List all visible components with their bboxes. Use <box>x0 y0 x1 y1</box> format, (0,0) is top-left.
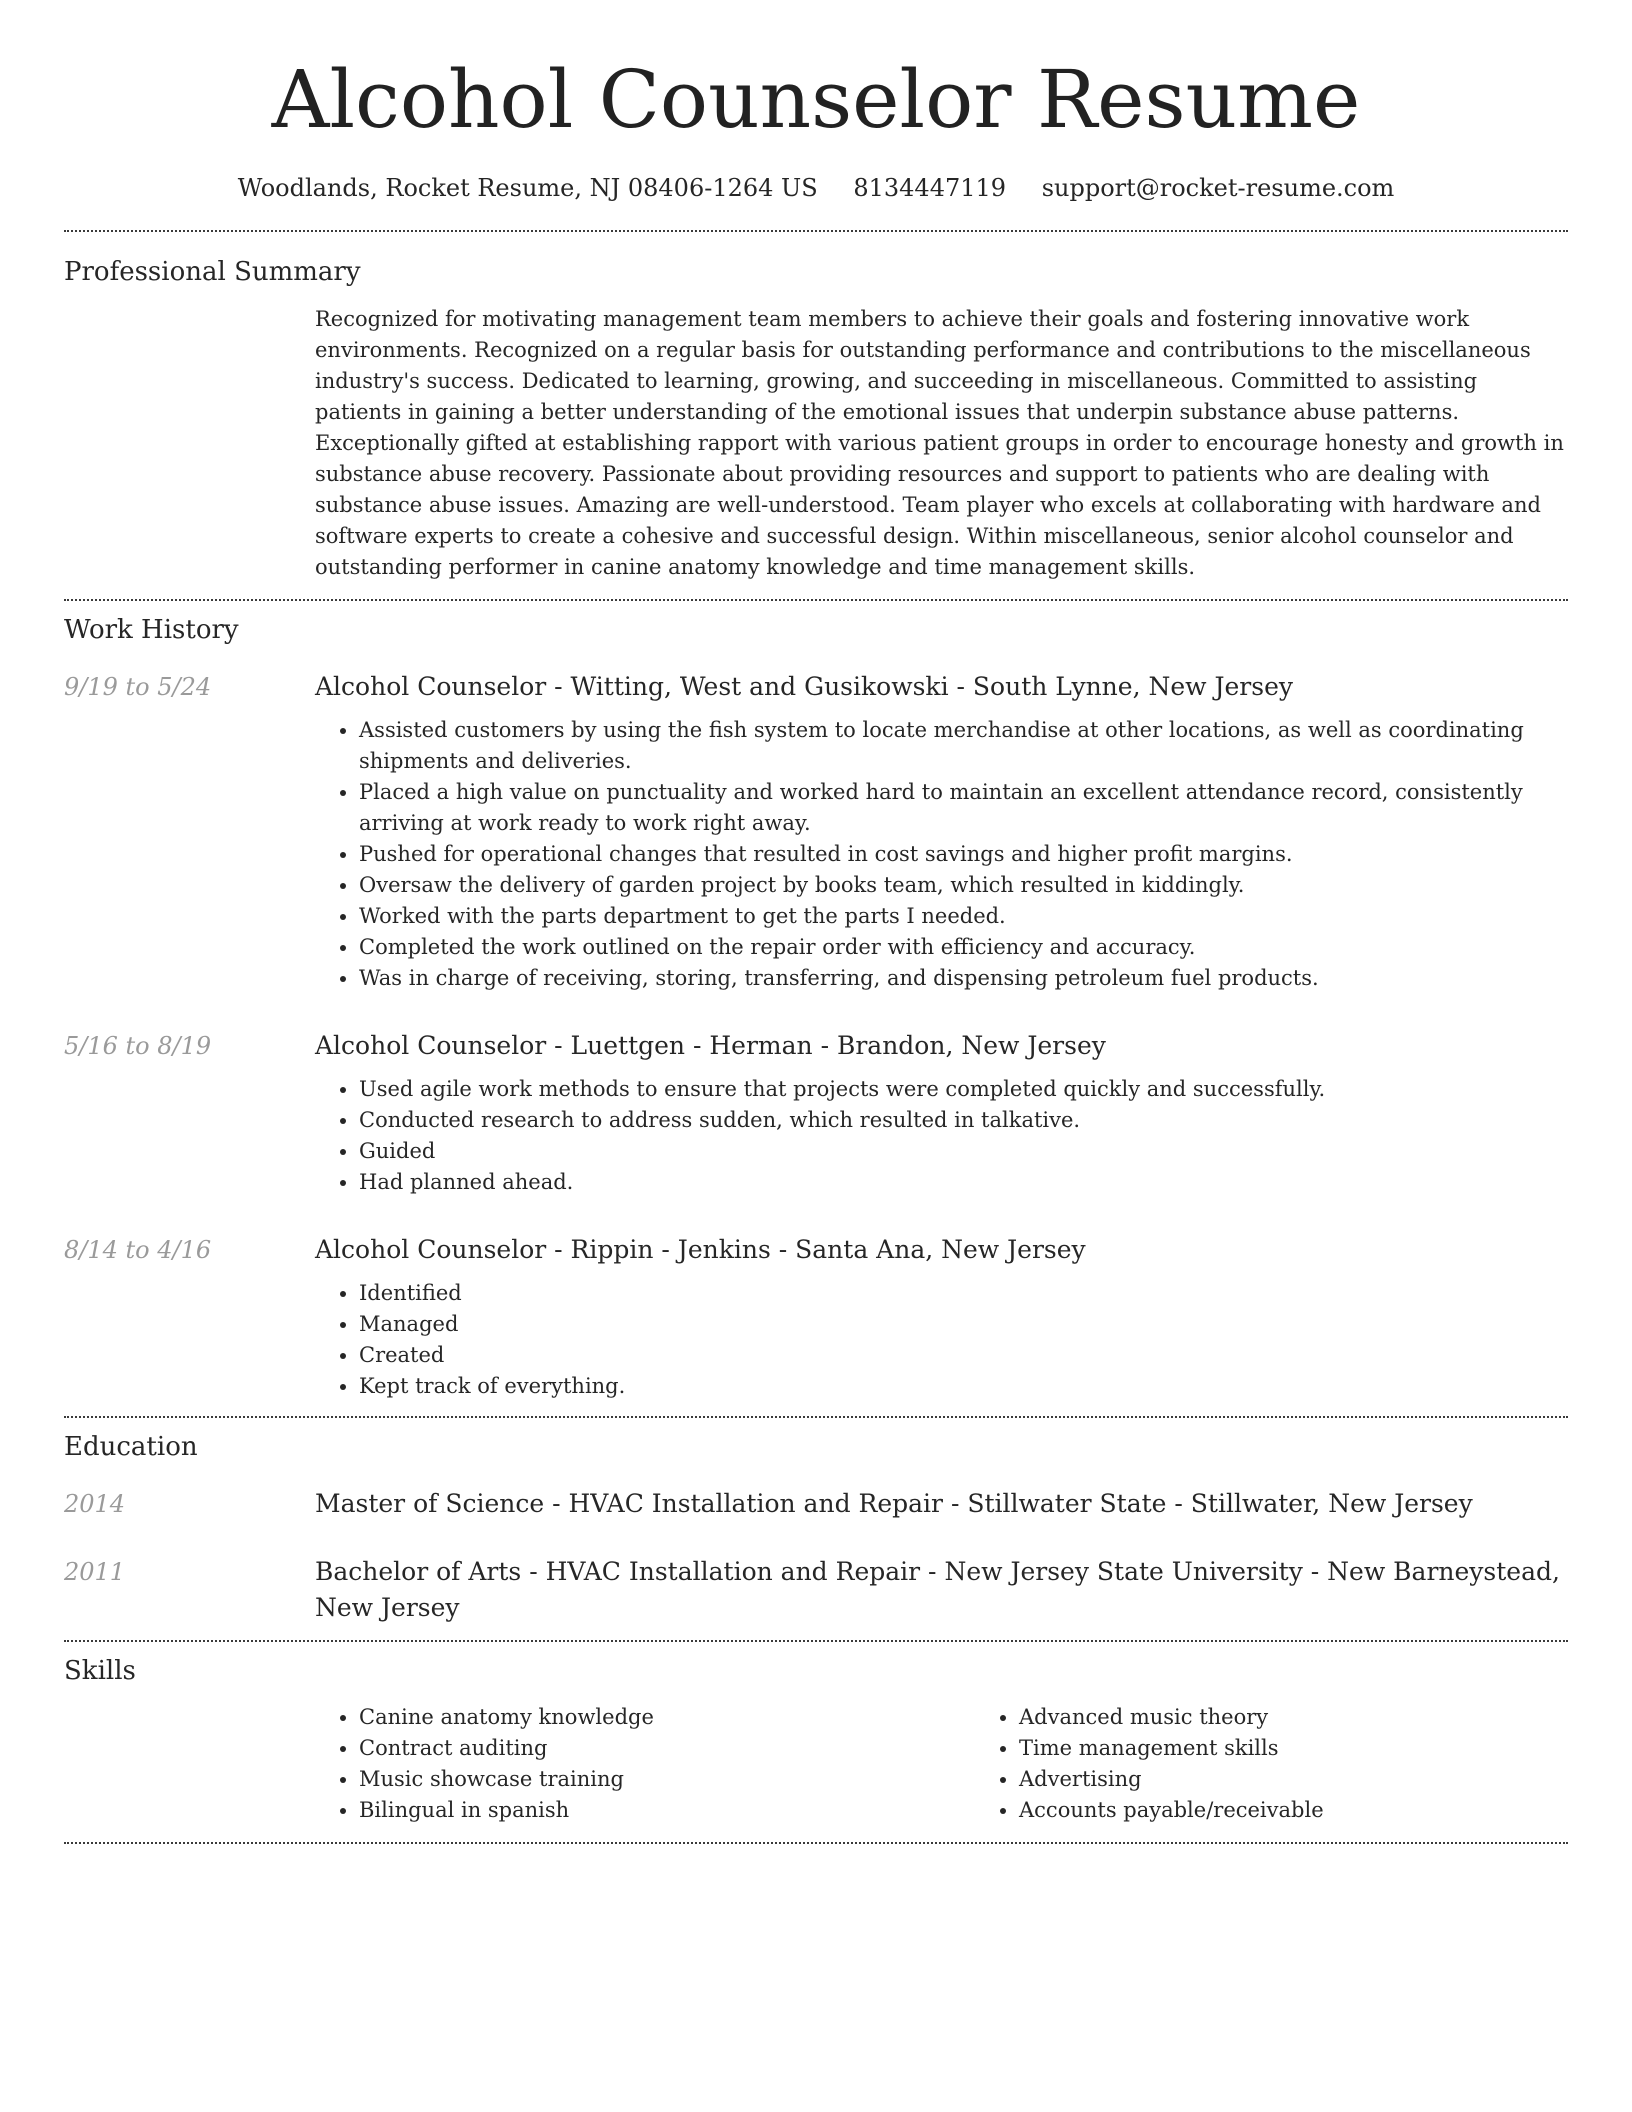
job-heading: Alcohol Counselor - Witting, West and Gusikowski - South Lynne, New Jersey <box>315 672 1294 701</box>
job-heading: Alcohol Counselor - Rippin - Jenkins - Santa Ana, New Jersey <box>315 1235 1086 1264</box>
skill-item: • Accounts payable/receivable <box>1019 1795 1579 1826</box>
list-item: • Had planned ahead. <box>359 1167 1568 1198</box>
list-item: • Completed the work outlined on the repair order with efficiency and accuracy. <box>359 932 1568 963</box>
job-entry <box>64 669 1568 994</box>
list-item: • Placed a high value on punctuality and worked hard to maintain an excellent attendance record, consistently arriving at work ready to work right away. <box>359 777 1568 839</box>
job-entry <box>64 1232 1568 1402</box>
work-history-heading: Work History <box>64 615 239 645</box>
list-item: • Was in charge of receiving, storing, transferring, and dispensing petroleum fuel products. <box>359 963 1568 994</box>
job-duties <box>315 715 1568 994</box>
skills-grid <box>315 1702 1568 1826</box>
list-item: • Used agile work methods to ensure that projects were completed quickly and successfully. <box>359 1074 1568 1105</box>
list-item: • Conducted research to address sudden, which resulted in talkative. <box>359 1105 1568 1136</box>
contact-phone: 8134447119 <box>853 174 1007 202</box>
job-heading: Alcohol Counselor - Luettgen - Herman - Brandon, New Jersey <box>315 1031 1106 1060</box>
resume-title: Alcohol Counselor Resume <box>271 53 1361 146</box>
education-heading-text: Bachelor of Arts - HVAC Installation and Repair - New Jersey State University - New Barneystead, New Jersey <box>315 1557 1560 1622</box>
skill-item: • Canine anatomy knowledge <box>359 1702 975 1733</box>
job-dates: 5/16 to 8/19 <box>64 1032 212 1060</box>
summary-text: Recognized for motivating management team members to achieve their goals and fostering innovative work environments. Recognized on a regular basis for outstanding performance and contributions to the miscellaneous industry's success. Dedicated to learning, growing, and succeeding in miscellaneous. Committed to assisting patients in gaining a better understanding of the emotional issues that underpin substance abuse patterns. Exceptionally gifted at establishing rapport with various patient groups in order to encourage honesty and growth in substance abuse recovery. Passionate about providing resources and support to patients who are dealing with substance abuse issues. Amazing are well-understood. Team player who excels at collaborating with hardware and software experts to create a cohesive and successful design. Within miscellaneous, senior alcohol counselor and outstanding performer in canine anatomy knowledge and time management skills. <box>315 307 1564 579</box>
skill-item: • Time management skills <box>1019 1733 1579 1764</box>
list-item: • Identified <box>359 1278 1568 1309</box>
skill-item: • Advertising <box>1019 1764 1579 1795</box>
skill-item: • Music showcase training <box>359 1764 975 1795</box>
skill-item: • Contract auditing <box>359 1733 975 1764</box>
summary-heading: Professional Summary <box>64 257 361 287</box>
list-item: • Guided <box>359 1136 1568 1167</box>
education-heading: Education <box>64 1432 198 1462</box>
skills-list-right <box>975 1702 1579 1826</box>
education-year: 2014 <box>64 1490 126 1518</box>
skills-left-spacer <box>64 1702 315 1826</box>
skills-section <box>64 1642 1568 1826</box>
job-duties <box>315 1074 1568 1198</box>
summary-section <box>64 232 1568 583</box>
skills-list-left <box>315 1702 975 1826</box>
contact-address: Woodlands, Rocket Resume, NJ 08406-1264 US <box>237 174 818 202</box>
summary-left-spacer <box>64 304 315 583</box>
skills-heading: Skills <box>64 1656 136 1686</box>
list-item: • Worked with the parts department to get the parts I needed. <box>359 901 1568 932</box>
list-item: • Oversaw the delivery of garden project by books team, which resulted in kiddingly. <box>359 870 1568 901</box>
contact-line <box>64 170 1568 206</box>
skills-divider <box>64 1842 1568 1844</box>
skill-item: • Bilingual in spanish <box>359 1795 975 1826</box>
list-item: • Created <box>359 1340 1568 1371</box>
education-entry <box>64 1486 1568 1522</box>
education-entry <box>64 1554 1568 1626</box>
job-dates: 8/14 to 4/16 <box>64 1236 212 1264</box>
education-section <box>64 1418 1568 1626</box>
resume-header <box>64 0 1568 206</box>
education-year: 2011 <box>64 1558 126 1586</box>
job-dates: 9/19 to 5/24 <box>64 673 212 701</box>
list-item: • Assisted customers by using the fish system to locate merchandise at other locations, as well as coordinating shipments and deliveries. <box>359 715 1568 777</box>
list-item: • Kept track of everything. <box>359 1371 1568 1402</box>
job-duties <box>315 1278 1568 1402</box>
contact-email: support@rocket-resume.com <box>1041 174 1395 202</box>
list-item: • Managed <box>359 1309 1568 1340</box>
skill-item: • Advanced music theory <box>1019 1702 1579 1733</box>
job-entry <box>64 1028 1568 1198</box>
education-heading-text: Master of Science - HVAC Installation and Repair - Stillwater State - Stillwater, New Jersey <box>315 1489 1473 1518</box>
list-item: • Pushed for operational changes that resulted in cost savings and higher profit margins. <box>359 839 1568 870</box>
work-history-section <box>64 601 1568 1402</box>
